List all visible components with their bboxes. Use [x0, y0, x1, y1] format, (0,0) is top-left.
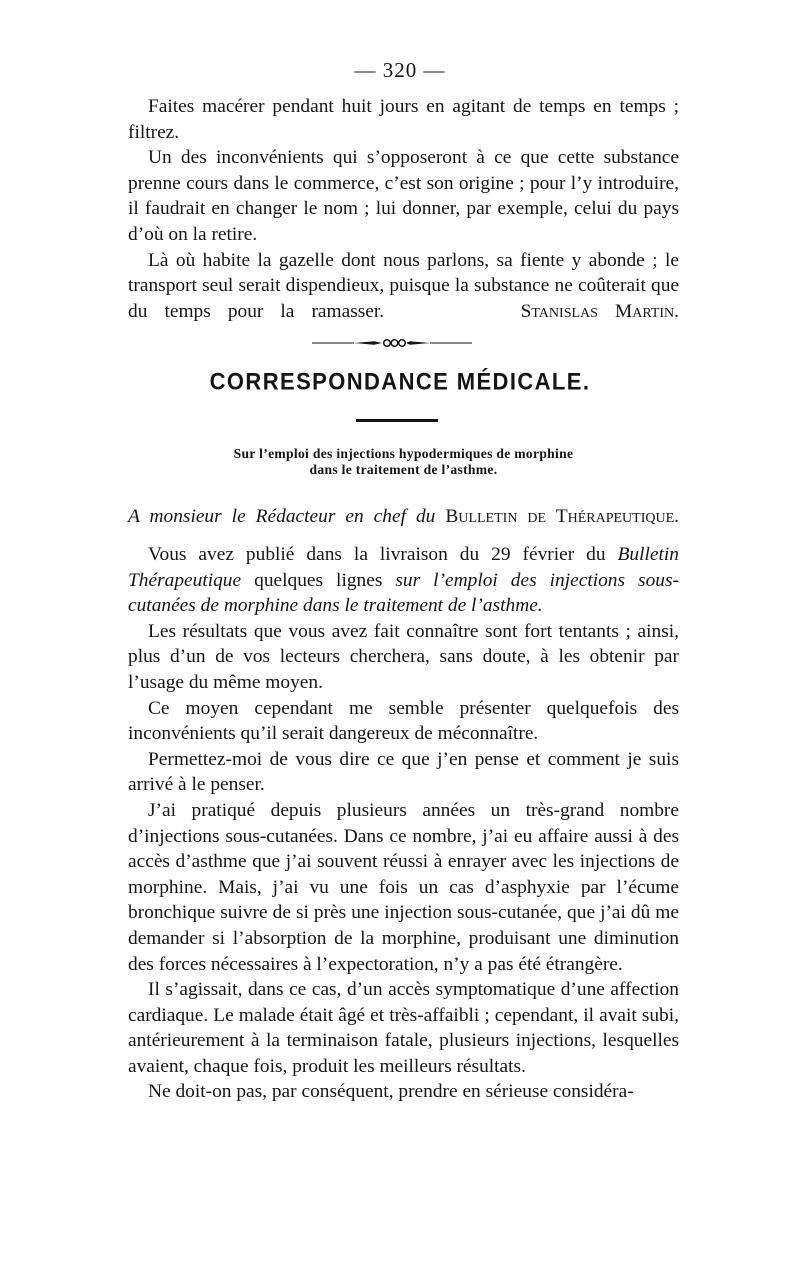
- paragraph-text: Vous avez publié dans la livraison du 29 février du: [148, 544, 606, 565]
- page-number: — 320 —: [354, 58, 446, 82]
- paragraph: Les résultats que vous avez fait connaître sont fort tentants ; ainsi, plus d’un de vos lecteurs cherchera, sans doute, à les obtenir par l’usage du même moyen.: [128, 620, 679, 693]
- article-title: sur l’emploi des injections sous-cutanées de morphine dans le traitement de l’asthme.: [128, 569, 679, 617]
- journal-title: Bulletin Thérapeutique: [128, 544, 679, 591]
- paragraph: Un des inconvénients qui s’opposeront à ce que cette substance prenne cours dans le commerce, c’est son origine ; pour l’y introduire, il faudrait en changer le nom ; lui donner, par exemple, celui du pays d’où on la retire.: [128, 147, 679, 245]
- paragraph: Faites macérer pendant huit jours en agitant de temps en temps ; filtrez.: [128, 96, 679, 143]
- top-text: [128, 94, 679, 324]
- subtitle-line: Sur l’emploi des injections hypodermiques de morphine: [233, 446, 574, 461]
- article-subtitle: [128, 446, 679, 478]
- paragraph: [128, 542, 679, 619]
- paragraph: Ne doit-on pas, par conséquent, prendre en sérieuse considéra-: [148, 1081, 634, 1103]
- address-text: A monsieur le Rédacteur en chef du: [128, 506, 436, 527]
- letter-address: [128, 504, 679, 529]
- paragraph: J’ai pratiqué depuis plusieurs années un très-grand nombre d’injections sous-cutanées. Dans ce nombre, j’ai eu affaire aussi à des accès d’asthme que j’ai souvent réussi à enrayer avec les injections de morphine. Mais, j’ai vu une fois un cas d’asphyxie par l’écume bronchique suivre de si près une injection sous-cutanée, que j’ai dû me demander si l’absorption de la morphine, produisant une diminution des forces nécessaires à l’expectoration, n’y a pas été étrangère.: [128, 799, 679, 975]
- signature: Stanislas Martin.: [520, 300, 680, 322]
- paragraph-text: quelques lignes: [254, 569, 383, 591]
- paragraph-with-signature: [128, 248, 679, 325]
- paragraph: Ce moyen cependant me semble présenter quelquefois des inconvénients qu’il serait dangereux de méconnaître.: [128, 697, 679, 745]
- letter-body: [128, 542, 679, 1105]
- title-rule: [356, 419, 438, 422]
- subtitle-line: dans le traitement de l’asthme.: [309, 462, 498, 477]
- paragraph: Il s’agissait, dans ce cas, d’un accès symptomatique d’une affection cardiaque. Le malade était âgé et très-affaibli ; cependant, il avait subi, antérieurement à la terminaison fatale, plusieurs injections, lesquelles avaient, chaque fois, produit les meilleurs résultats.: [128, 979, 679, 1077]
- paragraph: Permettez-moi de vous dire ce que j’en pense et comment je suis arrivé à le penser.: [128, 748, 679, 796]
- section-title: CORRESPONDANCE MÉDICALE.: [209, 367, 591, 396]
- paragraph-text: Là où habite la gazelle dont nous parlons, sa fiente y abonde ; le transport seul serait dispendieux, puisque la substance ne coûterait que du temps pour la ramasser.: [128, 249, 679, 322]
- journal-name: Bulletin de Thérapeutique.: [445, 506, 679, 527]
- ornament-divider-icon: [312, 336, 472, 350]
